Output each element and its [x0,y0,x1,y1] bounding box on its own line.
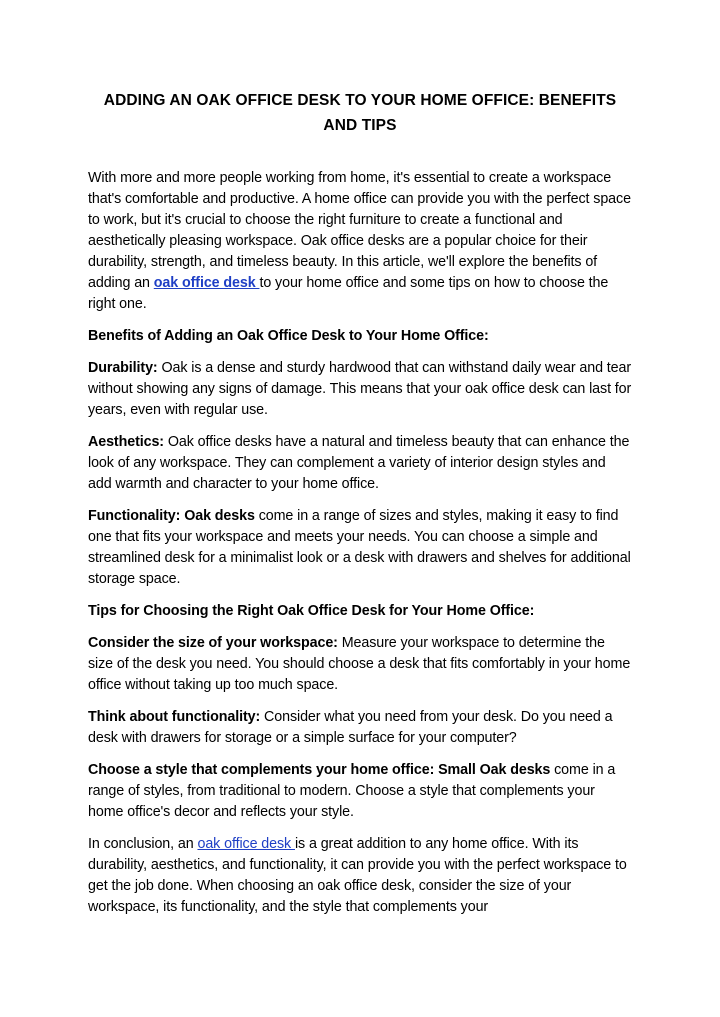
oak-office-desk-link-2[interactable]: oak office desk [197,836,295,852]
conclusion-paragraph [88,834,632,918]
benefit-functionality [88,506,632,590]
benefit-durability [88,358,632,421]
oak-office-desk-link[interactable]: oak office desk [153,275,260,291]
page-title: ADDING AN OAK OFFICE DESK TO YOUR HOME OFFICE: BENEFITS AND TIPS [103,92,617,134]
conclusion-text-after: is a great addition to any home office. With its durability, aesthetics, and functionality, it can provide you with the perfect workspace to get the job done. When choosing an oak office desk, consider the size of your workspace, its functionality, and the style that complements your [88,836,627,915]
tip-text: Measure your workspace to determine the size of the desk you need. You should choose a desk that fits comfortably in your home office without taking up too much space. [88,635,631,693]
tip-style [88,760,632,823]
tip-size [88,633,632,696]
benefit-aesthetics [88,432,632,495]
conclusion-text: In conclusion, an [88,836,198,852]
benefit-label: Functionality: Oak desks [88,508,255,524]
benefit-text: Oak office desks have a natural and timeless beauty that can enhance the look of any workspace. They can complement a variety of interior design styles and add warmth and character to your home office. [88,434,630,492]
tips-heading: Tips for Choosing the Right Oak Office Desk for Your Home Office: [88,603,535,619]
tip-label: Choose a style that complements your home office: Small Oak desks [88,762,551,778]
intro-paragraph [88,168,632,315]
tip-label: Think about functionality: [88,709,261,725]
benefit-text: come in a range of sizes and styles, making it easy to find one that fits your workspace and meets your needs. You can choose a simple and streamlined desk for a minimalist look or a desk with drawers and shelves for additional storage space. [88,508,631,587]
tip-label: Consider the size of your workspace: [88,635,338,651]
tip-functionality [88,707,632,749]
benefit-label: Durability: [88,360,158,376]
benefit-text: Oak is a dense and sturdy hardwood that can withstand daily wear and tear without showing any signs of damage. This means that your oak office desk can last for years, even with regular use. [88,360,632,418]
tip-text: Consider what you need from your desk. Do you need a desk with drawers for storage or a simple surface for your computer? [88,709,613,746]
benefit-label: Aesthetics: [88,434,164,450]
intro-text: With more and more people working from home, it's essential to create a workspace that's comfortable and productive. A home office can provide you with the perfect space to work, but it's crucial to choose the right furniture to create a functional and aesthetically pleasing workspace. Oak office desks are a popular choice for their durability, strength, and timeless beauty. In this article, we'll explore the benefits of adding an [88,170,631,291]
intro-text-after: to your home office and some tips on how to choose the right one. [88,275,609,312]
benefits-heading: Benefits of Adding an Oak Office Desk to Your Home Office: [88,328,489,344]
tip-text: come in a range of styles, from traditional to modern. Choose a style that complements your home office's decor and reflects your style. [88,762,616,820]
